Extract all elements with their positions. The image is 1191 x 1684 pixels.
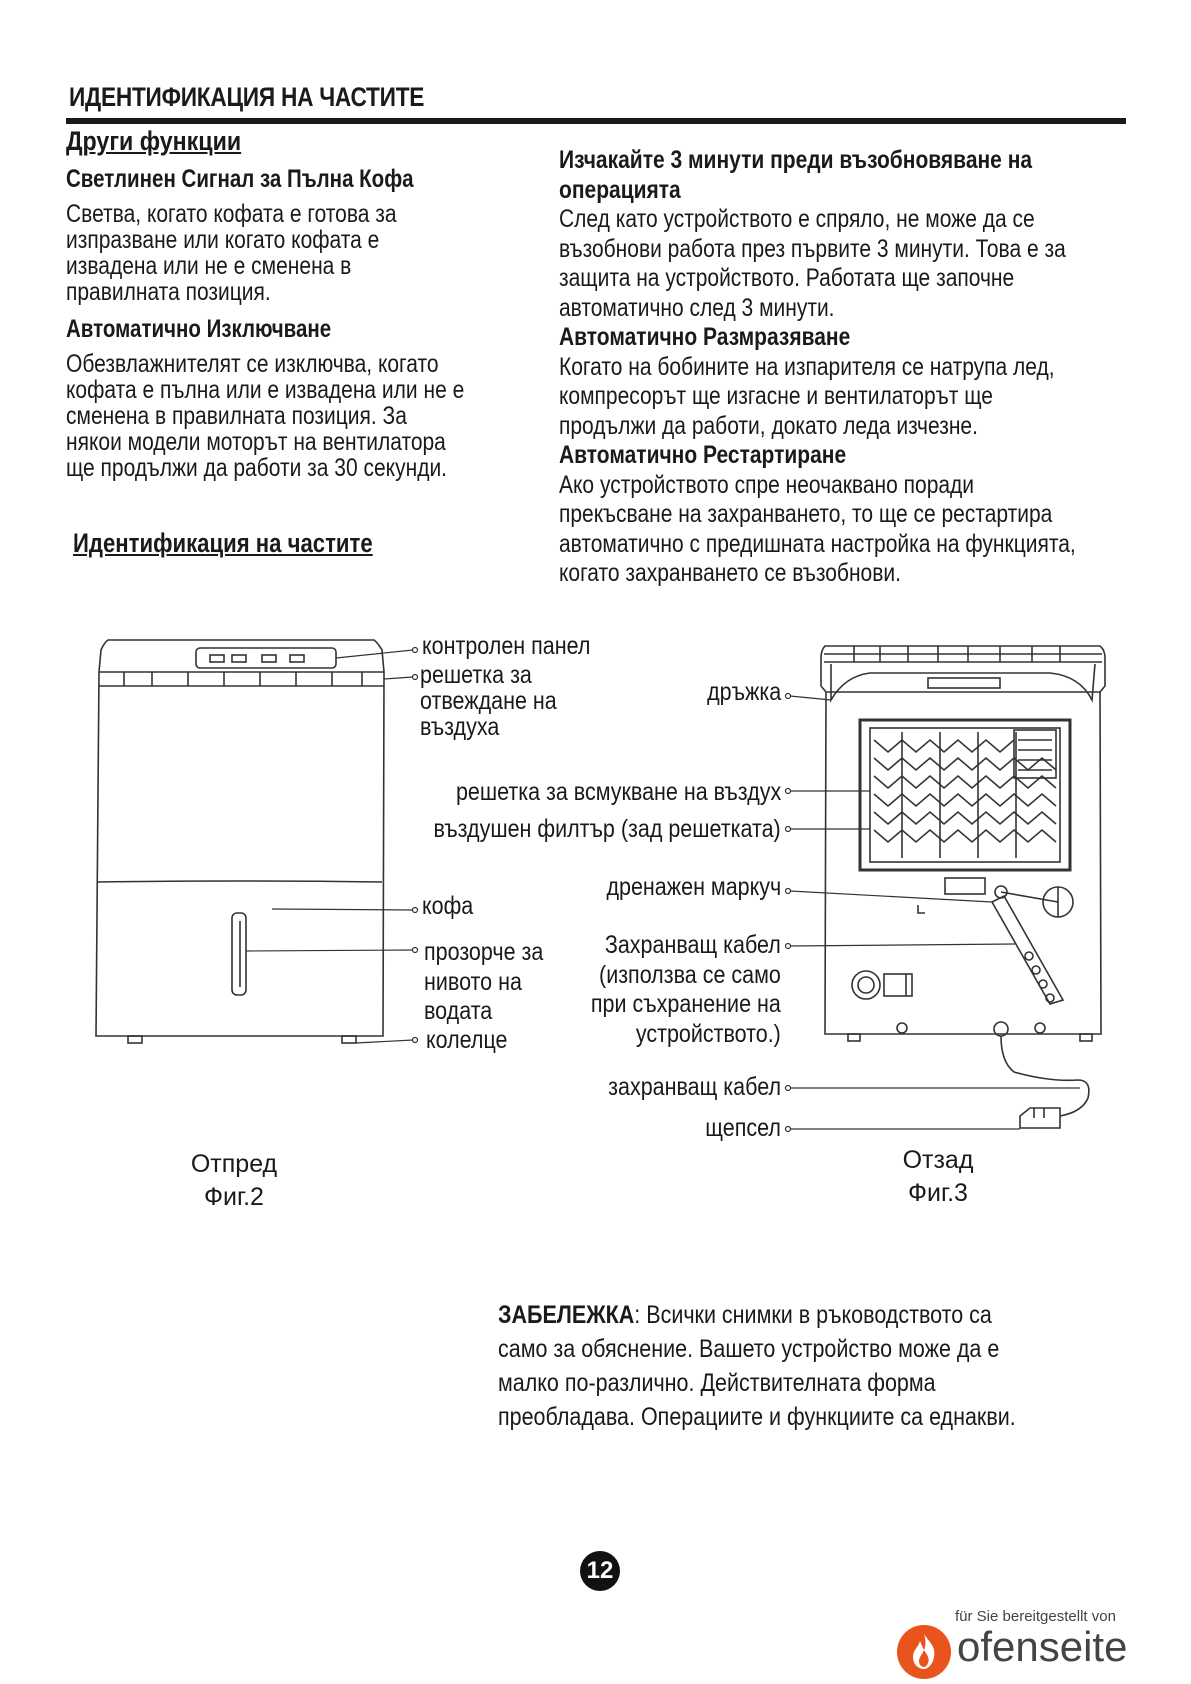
subheading-wait: Изчакайте 3 минути преди възобновяване на bbox=[559, 146, 1033, 174]
auto-off-text: Обезвлажнителят се изключва, когато кофата е пълна или е извадена или не е сменена в правилната позиция. За някои модели моторът на вентилатора ще продължи да работи за 30 секунди. bbox=[66, 350, 465, 482]
section-title-parts-identification: Идентификация на частите bbox=[73, 528, 373, 558]
note-label: ЗАБЕЛЕЖКА bbox=[498, 1301, 635, 1329]
note-block: ЗАБЕЛЕЖКА: Всички снимки в ръководството са само за обяснение. Вашето устройство може да е малко по-различно. Действителната форма преобладава. Операциите и функциите са еднакви. bbox=[498, 1301, 1016, 1431]
page-number: 12 bbox=[580, 1551, 620, 1591]
right-column-text: Изчакайте 3 минути преди възобновяване на операцията След като устройството е спряло, не може да се възобнови работа през първите 3 минути. Това е за защита на устройството. Работата ще започне автоматично след 3 минути. Автоматично Размразяване Когато на бобините на изпарителя се натрупа лед, компресорът ще изгасне и вентилаторът ще продължи да работи, докато леда изчезне. Автоматично Рестартиране Ако устройството спре неочаквано поради прекъсване на захранването, то ще се рестартира автоматично с предишната настройка на функцията, когато захранването се възобнови. bbox=[559, 146, 1076, 587]
brand-tagline: für Sie bereitgestellt von bbox=[955, 1608, 1116, 1625]
label-plug: щепсел bbox=[705, 1114, 781, 1142]
caption-rear: Отзад Фиг.3 bbox=[902, 1146, 974, 1207]
label-handle: дръжка bbox=[706, 678, 781, 706]
label-bucket: кофа bbox=[422, 892, 474, 920]
label-outlet-grille: решетка за отвеждане на въздуха bbox=[420, 661, 557, 741]
label-drain-hose: дренажен маркуч bbox=[606, 873, 781, 901]
label-cord-holder: Захранващ кабел (използва се само при съхранение на устройството.) bbox=[591, 931, 781, 1048]
section-title-other-functions: Други функции bbox=[66, 126, 242, 156]
label-wheel: колелце bbox=[426, 1026, 508, 1054]
label-intake-grille: решетка за всмукване на въздух bbox=[455, 778, 781, 806]
label-power-cord: захранващ кабел bbox=[608, 1073, 781, 1101]
rear-unit-drawing bbox=[821, 646, 1105, 1128]
flame-logo-icon bbox=[896, 1624, 952, 1680]
brand-name: ofenseite bbox=[957, 1623, 1128, 1670]
subheading-auto-restart: Автоматично Рестартиране bbox=[559, 441, 847, 469]
subheading-bucket-signal: Светлинен Сигнал за Пълна Кофа bbox=[66, 165, 414, 193]
page-header-title: ИДЕНТИФИКАЦИЯ НА ЧАСТИТЕ bbox=[69, 82, 425, 112]
subheading-auto-defrost: Автоматично Размразяване bbox=[559, 323, 851, 351]
front-unit-drawing bbox=[96, 640, 384, 1043]
subheading-auto-off: Автоматично Изключване bbox=[66, 315, 332, 343]
bucket-signal-text: Светва, когато кофата е готова за изпразване или когато кофата е извадена или не е сменена в правилната позиция. bbox=[66, 200, 397, 306]
label-control-panel: контролен панел bbox=[422, 632, 591, 660]
caption-front: Отпред Фиг.2 bbox=[190, 1150, 278, 1211]
label-water-window: прозорче за нивото на водата bbox=[424, 938, 544, 1025]
label-air-filter: въздушен филтър (зад решетката) bbox=[433, 815, 781, 843]
